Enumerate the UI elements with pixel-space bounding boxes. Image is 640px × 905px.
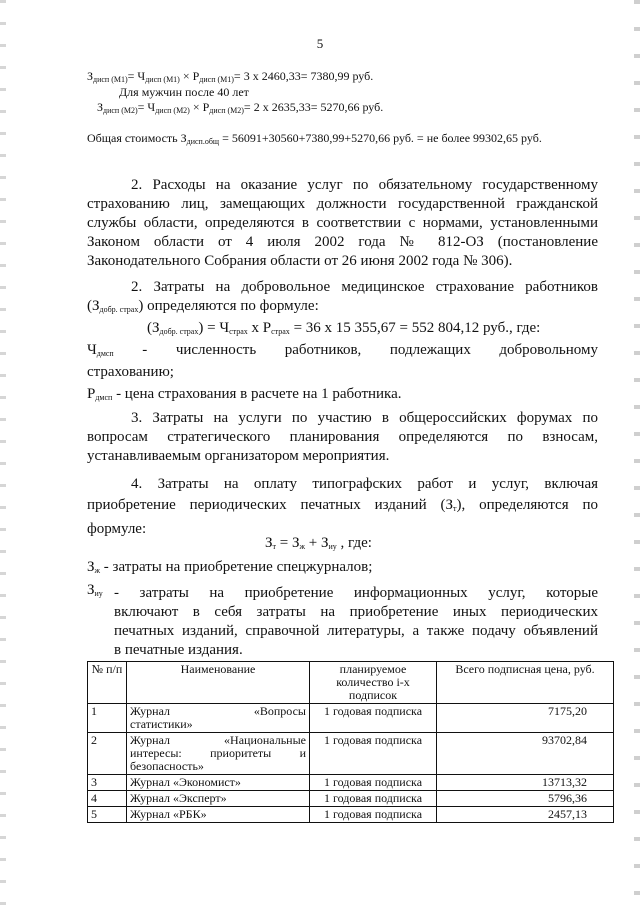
cell-price: 93702,84 xyxy=(437,733,614,775)
table-row xyxy=(88,807,614,823)
formula-m1: $З_{дисп (М1)}= Ч_{дисп (М1)} \times Р_{дисп (М1)}= 3$ х 2460,33= 7380,99 руб. xyxy=(87,69,374,84)
voluntary-insurance-formula: $(З_{добр. страх}) = Ч_{страх}$ х $Р_{страх} = 36$ х 15 355,67 = 552 804,12 руб., где: xyxy=(147,320,541,336)
text-line: страхованию; xyxy=(87,364,174,380)
definition-info-services xyxy=(114,584,598,660)
cell-number: 1 xyxy=(88,704,127,733)
text-line: 4. Затраты на оплату типографских работ и услуг, включая xyxy=(131,476,598,492)
paragraph-voluntary-insurance xyxy=(87,278,598,407)
text-line: страхованию лиц, замещающих должности государственной гражданской xyxy=(87,196,598,212)
cell-quantity: 1 годовая подписка xyxy=(310,704,437,733)
text-line: в печатные издания. xyxy=(114,642,243,658)
text-line: $(З_{добр. страх})$ определяются по формуле: xyxy=(87,298,319,314)
table-row xyxy=(88,791,614,807)
cell-quantity: 1 годовая подписка xyxy=(310,791,437,807)
text-line: Законодательного Собрания области от 26 июня 2002 года № 306). xyxy=(87,253,513,269)
cell-quantity: 1 годовая подписка xyxy=(310,775,437,791)
table-header-row xyxy=(88,662,614,704)
definition-price: $Р_{дмсп}$ - цена страхования в расчете на 1 работника. xyxy=(87,386,402,402)
cell-quantity: 1 годовая подписка xyxy=(310,733,437,775)
text-line: формуле: xyxy=(87,521,147,537)
cell-price: 13713,32 xyxy=(437,775,614,791)
subscription-table xyxy=(87,661,614,823)
definition-journals: $З_ж$ - затраты на приобретение спецжурналов; xyxy=(87,559,373,575)
text-line: устанавливаемым организатором мероприятия. xyxy=(87,448,390,464)
text-line: включают в себя затраты на приобретение иных периодических xyxy=(114,604,598,620)
cell-number: 4 xyxy=(88,791,127,807)
cell-price: 5796,36 xyxy=(437,791,614,807)
definition-info-services-symbol: $З_{иу}$ xyxy=(87,582,103,598)
cell-price: 7175,20 xyxy=(437,704,614,733)
cell-name: Журнал «Национальные интересы: приоритеты и безопасность» xyxy=(127,733,310,775)
text-line: вопросам стратегического планирования определяются по взносам, xyxy=(87,429,598,445)
paragraph-printing xyxy=(87,474,598,540)
text-line: службы области, определяются в соответствии с нормами, установленными xyxy=(87,215,598,231)
table-row xyxy=(88,775,614,791)
cell-number: 2 xyxy=(88,733,127,775)
table-row xyxy=(88,733,614,775)
cell-quantity: 1 годовая подписка xyxy=(310,807,437,823)
cell-number: 5 xyxy=(88,807,127,823)
text-line: - затраты на приобретение информационных услуг, которые xyxy=(114,585,598,601)
total-cost-formula: Общая стоимость $З_{дисп.общ} = 56091+30560+7380,99+5270,66$ руб. = не более 99302,65 руб. xyxy=(87,131,542,146)
men-over-40-label: Для мужчин после 40 лет xyxy=(119,85,249,99)
cell-name: Журнал «Эксперт» xyxy=(127,791,310,807)
text-line: 3. Затраты на услуги по участию в общероссийских форумах по xyxy=(131,410,598,426)
formula-m2: $З_{дисп (М2)}= Ч_{дисп (М2)} \times Р_{дисп (М2)}= 2$ х 2635,33= 5270,66 руб. xyxy=(97,100,384,115)
printing-formula: $З_т = З_ж + З_{иу}$ , где: xyxy=(265,535,372,551)
text-line: Законом области от 4 июля 2002 года № 812-ОЗ (постановление xyxy=(87,234,598,250)
scan-edge-right xyxy=(634,0,640,905)
cell-name: Журнал «Вопросы статистики» xyxy=(127,704,310,733)
cell-number: 3 xyxy=(88,775,127,791)
table-row xyxy=(88,704,614,733)
text-line: 2. Затраты на добровольное медицинское страхование работников xyxy=(131,279,598,295)
cell-name: Журнал «РБК» xyxy=(127,807,310,823)
cell-price: 2457,13 xyxy=(437,807,614,823)
paragraph-forums xyxy=(87,409,598,466)
cell-name: Журнал «Экономист» xyxy=(127,775,310,791)
scan-edge-left xyxy=(0,0,6,905)
header-name: Наименование xyxy=(127,662,310,704)
header-price: Всего подписная цена, руб. xyxy=(437,662,614,704)
header-number: № п/п xyxy=(88,662,127,704)
text-line: 2. Расходы на оказание услуг по обязательному государственному xyxy=(131,177,598,193)
text-line: приобретение периодических печатных изданий $(З_т)$, определяются по xyxy=(87,497,598,513)
header-quantity: планируемое количество i-х подписок xyxy=(310,662,437,704)
text-line: печатных изданий, справочной литературы, а также подачу объявлений xyxy=(114,623,598,639)
page-number: 5 xyxy=(316,36,324,51)
definition-headcount: $Ч_{дмсп}$ - численность работников, подлежащих добровольному xyxy=(87,342,598,358)
paragraph-mandatory-insurance xyxy=(87,176,598,271)
